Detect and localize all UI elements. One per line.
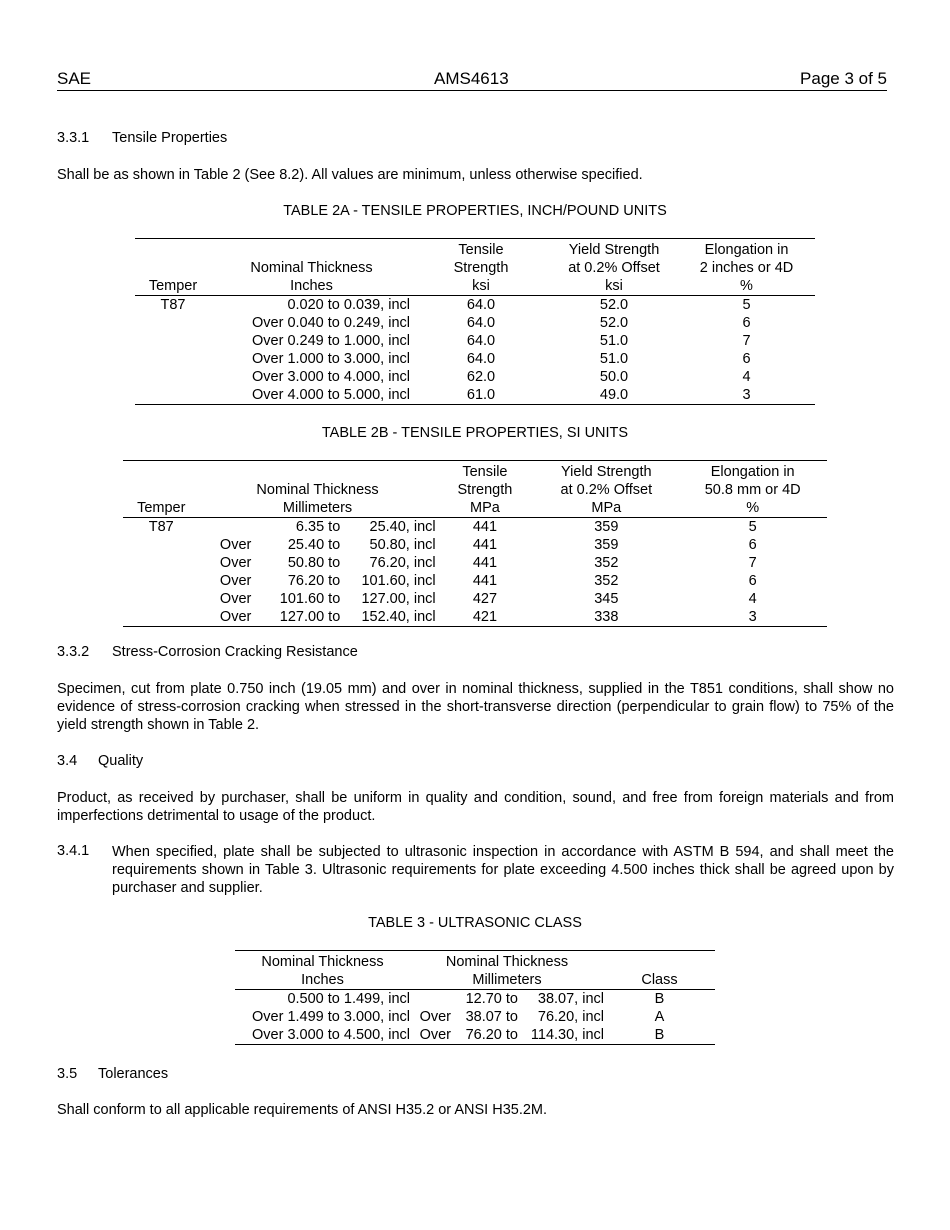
cell-tensile: 64.0 (466, 297, 496, 313)
cell-to: 114.30, incl (530, 1027, 604, 1043)
header-org: SAE (57, 69, 92, 88)
table-row (235, 990, 715, 1009)
cell-from: 76.20 to (465, 1027, 518, 1043)
col-elongation-units: % (740, 278, 753, 294)
cell-temper: T87 (160, 297, 186, 313)
cell-tensile: 441 (472, 537, 498, 553)
cell-yield: 51.0 (599, 351, 629, 367)
cell-from: 50.80 to (287, 555, 341, 571)
col-elongation-l2: 50.8 mm or 4D (704, 482, 801, 498)
cell-temper: T87 (148, 519, 174, 535)
cell-from: 38.07 to (465, 1009, 518, 1025)
col-yield-strength-units: ksi (605, 278, 623, 294)
table-row (123, 554, 827, 572)
table-2b-header (123, 461, 827, 518)
cell-temper (135, 350, 211, 368)
section-3-5-title: Tolerances (98, 1066, 169, 1082)
cell-yield: 50.0 (599, 369, 629, 385)
col-tensile-strength-l2: Strength (457, 482, 513, 498)
section-3-3-2-text: Specimen, cut from plate 0.750 inch (19.05 mm) and over in nominal thickness, supplied in the T851 conditions, shall show no evidence of stress-corrosion cracking when stressed in the short-transverse direction (perpendicular to grain flow) to 75% of the yield strength shown in Table 2. (57, 681, 894, 733)
cell-from: 25.40 to (287, 537, 341, 553)
cell-yield: 51.0 (599, 333, 629, 349)
table-row (235, 1008, 715, 1026)
table-row (123, 536, 827, 554)
col-yield-strength: Yield Strength (561, 464, 652, 480)
cell-thickness: Over 1.000 to 3.000, incl (252, 351, 410, 367)
cell-tensile: 441 (472, 573, 498, 589)
table-row (123, 590, 827, 608)
cell-elongation: 6 (748, 573, 757, 589)
cell-elongation: 4 (742, 369, 751, 385)
section-3-4-title: Quality (98, 753, 144, 769)
table-2b-title: TABLE 2B - TENSILE PROPERTIES, SI UNITS (321, 425, 629, 441)
page-header (57, 68, 887, 91)
cell-yield: 352 (594, 573, 619, 589)
cell-yield: 352 (594, 555, 619, 571)
cell-tensile: 441 (472, 519, 498, 535)
cell-over: Over (419, 1027, 451, 1043)
cell-from: 12.70 to (465, 991, 518, 1007)
cell-elongation: 6 (742, 315, 751, 331)
col-nominal-thickness-inches: Nominal Thickness (261, 954, 384, 970)
cell-tensile: 61.0 (466, 387, 496, 403)
cell-tensile: 421 (472, 609, 498, 625)
cell-yield: 49.0 (599, 387, 629, 403)
cell-over: Over (219, 591, 252, 607)
cell-yield: 52.0 (599, 297, 629, 313)
cell-elongation: 3 (742, 387, 751, 403)
cell-elongation: 7 (742, 333, 751, 349)
section-3-3-1-text: Shall be as shown in Table 2 (See 8.2). All values are minimum, unless otherwise specified. (57, 167, 643, 183)
table-row (135, 350, 815, 368)
cell-temper (123, 536, 199, 554)
cell-elongation: 5 (748, 519, 757, 535)
cell-elongation: 5 (742, 297, 751, 313)
cell-yield: 359 (594, 537, 619, 553)
section-3-3-1-number: 3.3.1 (57, 130, 90, 146)
cell-thickness: Over 3.000 to 4.000, incl (252, 369, 410, 385)
cell-tensile: 427 (472, 591, 498, 607)
section-3-4-1-number: 3.4.1 (57, 843, 90, 859)
cell-inches: Over 3.000 to 4.500, incl (252, 1027, 410, 1043)
cell-inches: 0.500 to 1.499, incl (287, 991, 410, 1007)
table-2a-header (135, 239, 815, 296)
col-nominal-thickness-units: Millimeters (282, 500, 353, 516)
table-row (135, 314, 815, 332)
col-inches-units: Inches (301, 972, 344, 988)
cell-temper (123, 554, 199, 572)
cell-yield: 338 (594, 609, 619, 625)
section-3-3-2-number: 3.3.2 (57, 644, 90, 660)
col-yield-strength-l2: at 0.2% Offset (560, 482, 653, 498)
table-row (123, 518, 827, 537)
col-nominal-thickness-units: Inches (290, 278, 333, 294)
col-class: Class (641, 972, 678, 988)
cell-from: 101.60 to (279, 591, 341, 607)
table-row (235, 1026, 715, 1045)
cell-inches: Over 1.499 to 3.000, incl (252, 1009, 410, 1025)
cell-from: 6.35 to (295, 519, 341, 535)
cell-temper (123, 572, 199, 590)
table-2a (135, 238, 815, 405)
col-tensile-strength-l2: Strength (453, 260, 509, 276)
cell-class: A (654, 1009, 665, 1025)
col-elongation-units: % (746, 500, 760, 516)
col-tensile-strength-units: ksi (472, 278, 490, 294)
cell-class: B (654, 991, 665, 1007)
col-nominal-thickness: Nominal Thickness (256, 482, 379, 498)
table-row (135, 332, 815, 350)
cell-to: 101.60, incl (361, 573, 436, 589)
cell-tensile: 64.0 (466, 351, 496, 367)
col-tensile-strength-units: MPa (470, 500, 500, 516)
cell-thickness: 0.020 to 0.039, incl (287, 297, 410, 313)
cell-yield: 52.0 (599, 315, 629, 331)
cell-tensile: 441 (472, 555, 498, 571)
col-nominal-thickness-mm: Nominal Thickness (445, 954, 569, 970)
col-yield-strength: Yield Strength (568, 242, 660, 258)
col-tensile-strength: Tensile (458, 242, 504, 258)
col-elongation: Elongation in (704, 242, 789, 258)
table-2a-body (135, 296, 815, 405)
col-elongation: Elongation in (710, 464, 795, 480)
section-3-5-text: Shall conform to all applicable requirements of ANSI H35.2 or ANSI H35.2M. (57, 1102, 548, 1118)
section-3-4-1-text: When specified, plate shall be subjected to ultrasonic inspection in accordance with ASTM B 594, and shall meet the requirements shown in Table 3. Ultrasonic requirements for plate exceeding 4.500 inches thick shall be agreed upon by purchaser and supplier. (112, 844, 894, 896)
table-3 (235, 950, 715, 1045)
cell-to: 25.40, incl (369, 519, 436, 535)
cell-elongation: 3 (748, 609, 757, 625)
cell-temper (123, 608, 199, 627)
col-tensile-strength: Tensile (462, 464, 508, 480)
col-nominal-thickness: Nominal Thickness (250, 260, 373, 276)
cell-temper (135, 368, 211, 386)
cell-from: 76.20 to (287, 573, 341, 589)
cell-temper (135, 386, 211, 405)
cell-temper (135, 332, 211, 350)
col-elongation-l2: 2 inches or 4D (699, 260, 794, 276)
table-3-title: TABLE 3 - ULTRASONIC CLASS (368, 915, 582, 931)
cell-thickness: Over 0.040 to 0.249, incl (252, 315, 410, 331)
cell-to: 38.07, incl (537, 991, 604, 1007)
cell-over: Over (219, 555, 252, 571)
table-row (123, 572, 827, 590)
cell-thickness: Over 0.249 to 1.000, incl (252, 333, 410, 349)
cell-temper (123, 590, 199, 608)
cell-over: Over (419, 1009, 451, 1025)
table-row (123, 608, 827, 627)
section-3-4-number: 3.4 (57, 753, 78, 769)
cell-tensile: 64.0 (466, 315, 496, 331)
table-2b-body (123, 518, 827, 627)
section-3-3-1-title: Tensile Properties (112, 130, 228, 146)
cell-to: 152.40, incl (361, 609, 436, 625)
table-row (135, 296, 815, 315)
cell-to: 76.20, incl (369, 555, 436, 571)
section-3-5-number: 3.5 (57, 1066, 78, 1082)
cell-elongation: 6 (748, 537, 757, 553)
cell-thickness: Over 4.000 to 5.000, incl (252, 387, 410, 403)
cell-yield: 359 (594, 519, 619, 535)
cell-over: Over (219, 573, 252, 589)
header-page-number: Page 3 of 5 (800, 69, 887, 88)
cell-over (410, 990, 457, 1009)
cell-yield: 345 (594, 591, 619, 607)
cell-tensile: 64.0 (466, 333, 496, 349)
cell-elongation: 6 (742, 351, 751, 367)
cell-to: 50.80, incl (369, 537, 436, 553)
col-mm-units: Millimeters (472, 972, 542, 988)
section-3-3-2-title: Stress-Corrosion Cracking Resistance (112, 644, 358, 660)
table-row (135, 386, 815, 405)
cell-temper (135, 314, 211, 332)
cell-over: Over (219, 537, 252, 553)
col-yield-strength-units: MPa (591, 500, 622, 516)
header-doc-number: AMS4613 (434, 69, 509, 88)
table-row (135, 368, 815, 386)
cell-elongation: 7 (748, 555, 757, 571)
cell-to: 76.20, incl (537, 1009, 604, 1025)
col-temper: Temper (137, 500, 186, 516)
table-3-body (235, 990, 715, 1045)
section-3-4-text: Product, as received by purchaser, shall be uniform in quality and condition, sound, and free from foreign materials and from imperfections detrimental to usage of the product. (57, 790, 894, 824)
table-3-header (235, 951, 715, 990)
col-yield-strength-l2: at 0.2% Offset (568, 260, 660, 276)
col-temper: Temper (148, 278, 198, 294)
cell-from: 127.00 to (279, 609, 341, 625)
cell-over: Over (219, 609, 252, 625)
cell-class: B (654, 1027, 665, 1043)
cell-over (199, 518, 259, 537)
cell-to: 127.00, incl (361, 591, 436, 607)
table-2b (123, 460, 827, 627)
table-2a-title: TABLE 2A - TENSILE PROPERTIES, INCH/POUND UNITS (283, 203, 667, 219)
cell-elongation: 4 (748, 591, 757, 607)
cell-tensile: 62.0 (466, 369, 496, 385)
